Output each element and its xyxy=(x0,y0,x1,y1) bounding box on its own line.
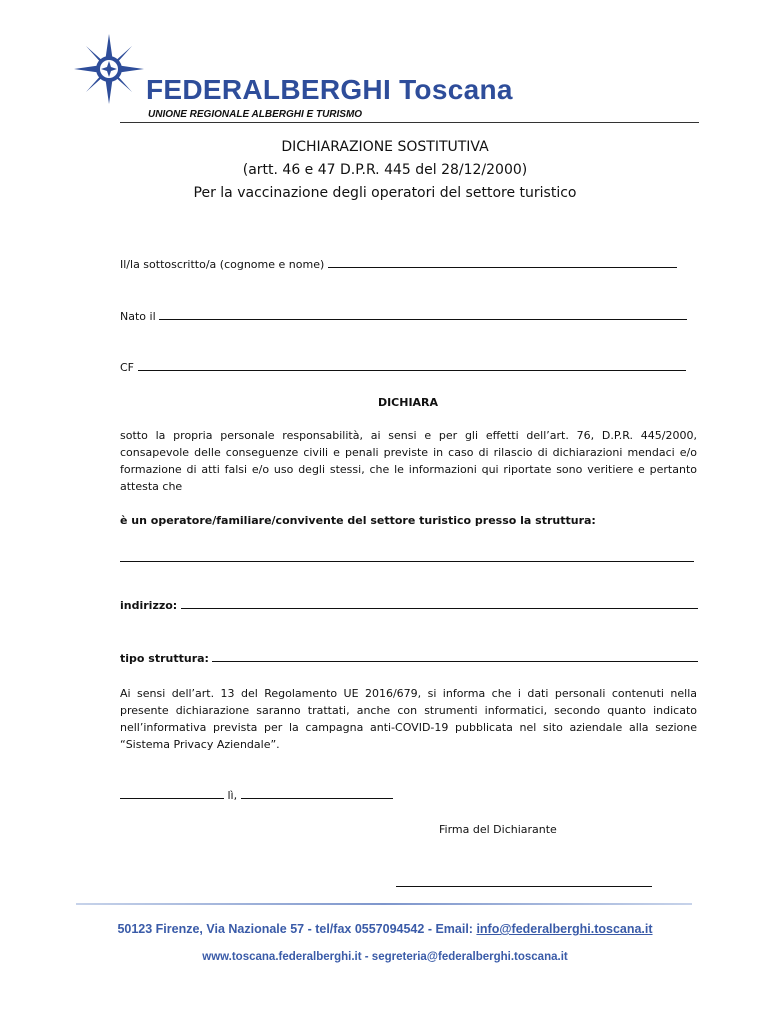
organization-name: FEDERALBERGHI Toscana xyxy=(146,74,513,105)
cf-field-line[interactable] xyxy=(138,361,686,371)
cf-field-row xyxy=(120,361,697,374)
declaration-text: sotto la propria personale responsabilità, ai sensi e per gli effetti dell’art. 76, D.P.R. 445/2000, consapevole delle conseguenze civili e penali previste in caso di rilascio di dichiarazioni mendaci e/o formazione di atti falsi e/o uso degli stessi, che le informazioni qui riportate sono veritiere e pertanto attesta che xyxy=(120,429,697,493)
declaration-paragraph xyxy=(120,427,697,495)
place-separator: lì, xyxy=(227,789,238,802)
title-line-2: (artt. 46 e 47 D.P.R. 445 del 28/12/2000) xyxy=(242,162,528,178)
document-title xyxy=(0,136,770,205)
birth-field-line[interactable] xyxy=(159,310,687,320)
place-line[interactable] xyxy=(120,789,224,799)
name-field-line[interactable] xyxy=(328,258,677,268)
footer-address-line xyxy=(0,922,770,936)
signature-label: Firma del Dichiarante xyxy=(439,823,557,836)
place-date-row xyxy=(120,789,420,802)
organization-subtitle: UNIONE REGIONALE ALBERGHI E TURISMO xyxy=(148,109,363,120)
date-line[interactable] xyxy=(241,789,393,799)
birth-field-row xyxy=(120,310,697,323)
footer-address: 50123 Firenze, Via Nazionale 57 - tel/fax 0557094542 - Email: xyxy=(117,922,477,936)
title-line-3: Per la vaccinazione degli operatori del settore turistico xyxy=(193,185,577,201)
birth-field-label: Nato il xyxy=(120,310,156,323)
footer-divider xyxy=(76,903,692,905)
privacy-notice xyxy=(120,685,697,753)
name-field-row xyxy=(120,258,697,271)
header-divider xyxy=(120,122,699,123)
structure-name-line[interactable] xyxy=(120,561,694,562)
cf-field-label: CF xyxy=(120,361,135,374)
declaration-heading: DICHIARA xyxy=(377,396,439,409)
footer-web-line: www.toscana.federalberghi.it - segreteria@federalberghi.toscana.it xyxy=(202,951,568,963)
name-field-label: Il/la sottoscritto/a (cognome e nome) xyxy=(120,258,325,271)
address-field-row xyxy=(120,599,697,612)
operator-statement: è un operatore/familiare/convivente del settore turistico presso la struttura: xyxy=(120,514,596,527)
footer-email-link[interactable]: info@federalberghi.toscana.it xyxy=(476,922,653,936)
structure-type-label: tipo struttura: xyxy=(120,652,209,665)
title-line-1: DICHIARAZIONE SOSTITUTIVA xyxy=(281,139,489,155)
signature-line[interactable] xyxy=(396,886,652,887)
structure-type-row xyxy=(120,652,697,665)
structure-type-line[interactable] xyxy=(212,652,698,662)
address-field-label: indirizzo: xyxy=(120,599,178,612)
privacy-text: Ai sensi dell’art. 13 del Regolamento UE 2016/679, si informa che i dati personali contenuti nella presente dichiarazione saranno trattati, anche con strumenti informatici, secondo quanto indicato nell’informativa prevista per la campagna anti-COVID-19 pubblicata nel sito aziendale alla sezione “Sistema Privacy Aziendale”. xyxy=(120,687,697,751)
address-field-line[interactable] xyxy=(181,599,698,609)
compass-star-icon xyxy=(74,34,144,104)
